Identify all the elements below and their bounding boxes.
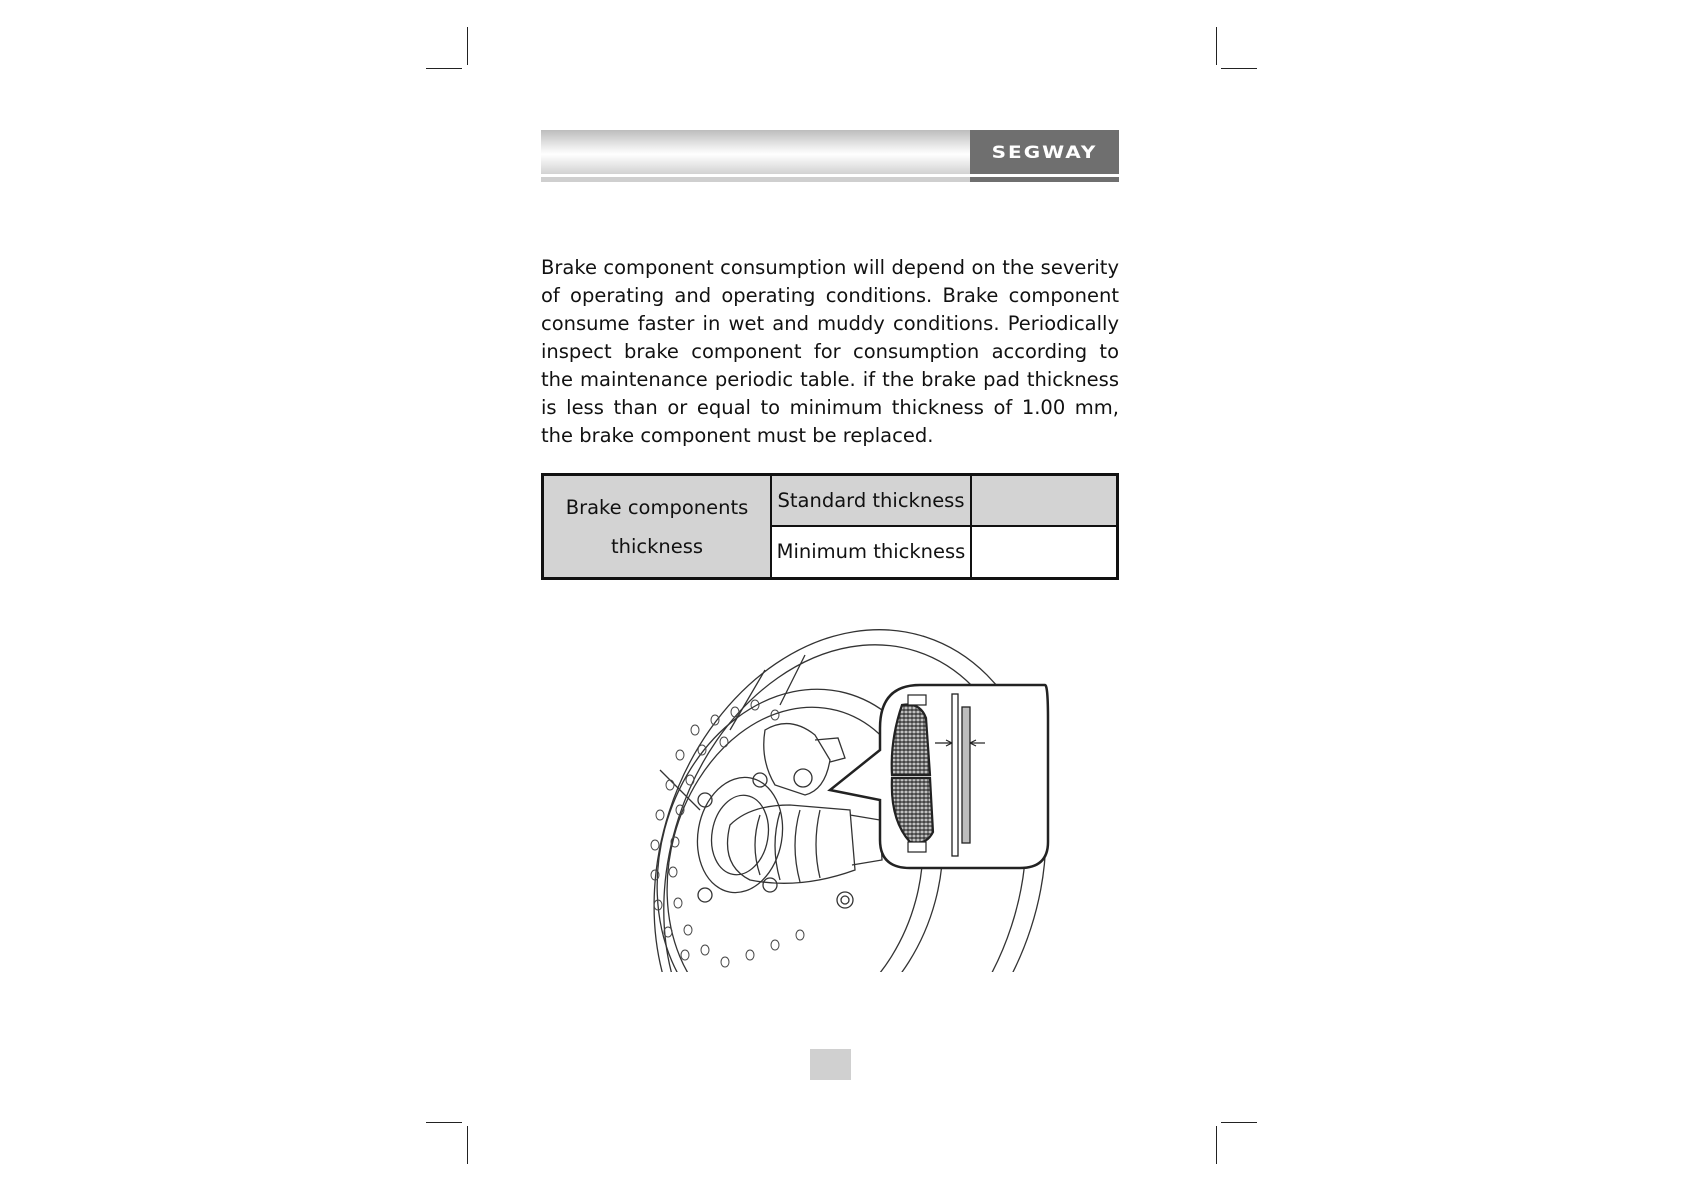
brake-disc-caliper-pad-diagram-icon (600, 610, 1060, 972)
minimum-thickness-label: Minimum thickness (772, 527, 972, 578)
header-band (541, 130, 971, 174)
segway-logo (970, 130, 1119, 174)
crop-mark (426, 68, 462, 69)
standard-thickness-value (972, 476, 1116, 527)
logo-text: SEGWAY (991, 141, 1098, 163)
logo-rule (970, 177, 1119, 182)
table-row-header (544, 476, 772, 577)
thickness-table (541, 473, 1119, 580)
header-rule (541, 177, 971, 182)
crop-mark (426, 1122, 462, 1123)
crop-mark (1216, 1126, 1217, 1164)
label-line-1: Brake components (565, 495, 749, 519)
label-line-2: thickness (610, 534, 704, 558)
crop-mark (467, 1126, 468, 1164)
crop-mark (1216, 27, 1217, 65)
crop-mark (1221, 1122, 1257, 1123)
standard-thickness-label: Standard thickness (772, 476, 972, 527)
crop-mark (1221, 68, 1257, 69)
body-paragraph: Brake component consumption will depend on the severity of operating and operating conditions. Brake component consume faster in wet and muddy conditions. Periodically inspect brake component for consumption according to the maintenance periodic table. if the brake pad thickness is less than or equal to minimum thickness of 1.00 mm, the brake component must be replaced. (541, 256, 1119, 447)
page-number (810, 1049, 851, 1080)
minimum-thickness-value (972, 527, 1116, 578)
crop-mark (467, 27, 468, 65)
